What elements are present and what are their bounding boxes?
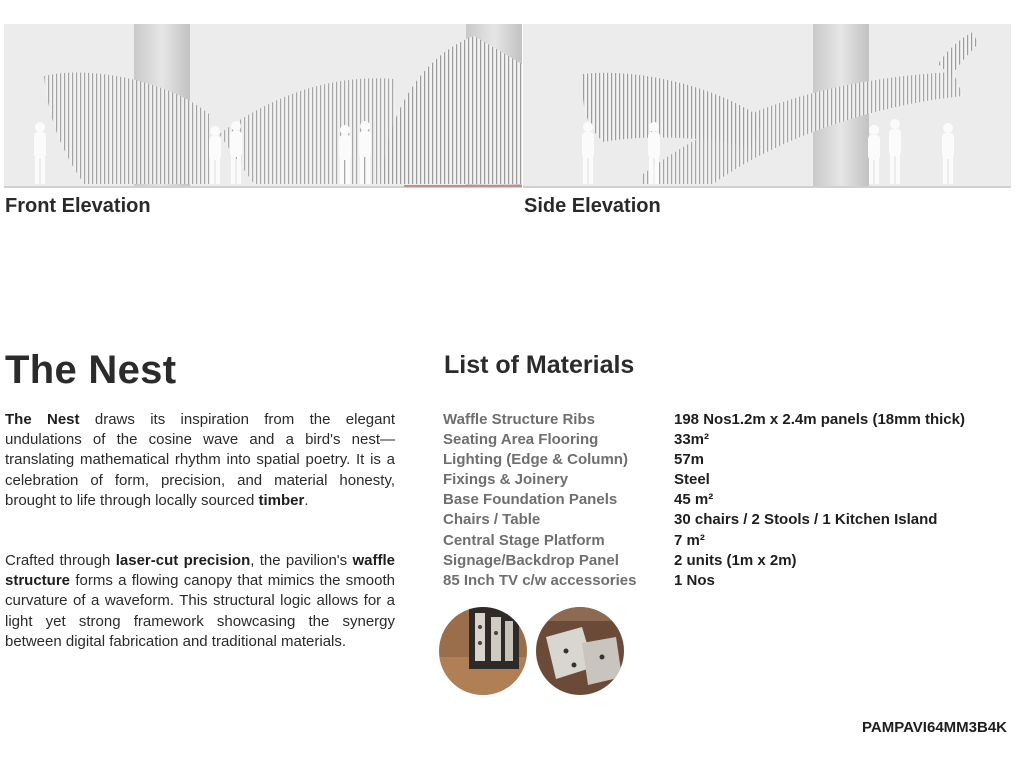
rib-fixing-detail-image — [536, 607, 624, 695]
material-value: Steel — [674, 471, 710, 489]
side-elevation-caption: Side Elevation — [524, 195, 661, 217]
description-text: , the pavilion's — [250, 552, 353, 569]
materials-row — [443, 470, 965, 490]
material-item: Chairs / Table — [443, 511, 541, 529]
front-elevation-image — [4, 24, 522, 188]
timber-joint-detail-image — [439, 607, 527, 695]
materials-row — [443, 531, 965, 551]
material-value: 45 m² — [674, 491, 714, 509]
materials-row — [443, 551, 965, 571]
material-item: Fixings & Joinery — [443, 471, 569, 489]
description-text: . — [304, 491, 309, 509]
materials-row — [443, 410, 965, 430]
description-text: Crafted through — [5, 552, 116, 569]
project-title: The Nest — [5, 348, 177, 392]
material-item: Waffle Structure Ribs — [443, 411, 595, 428]
material-item: Central Stage Platform — [443, 531, 605, 549]
timber-bold: timber — [258, 491, 305, 509]
materials-row — [443, 430, 965, 450]
front-elevation-caption: Front Elevation — [5, 195, 151, 217]
material-value: 1 Nos — [674, 571, 715, 589]
description-text: forms a flowing canopy that mimics the smooth curvature of a waveform. This structural logic allows for a light yet strong framework showcasing the synergy between digital fabrication and traditional materials. — [5, 572, 395, 650]
laser-cut-bold: laser-cut precision — [115, 552, 251, 569]
materials-title: List of Materials — [444, 351, 635, 379]
project-name-bold: The Nest — [5, 411, 80, 428]
material-item: Signage/Backdrop Panel — [443, 551, 619, 569]
material-item: 85 Inch TV c/w accessories — [443, 571, 637, 589]
material-value: 57m — [674, 451, 705, 469]
material-value: 30 chairs / 2 Stools / 1 Kitchen Island — [674, 511, 938, 529]
material-item: Seating Area Flooring — [443, 431, 599, 449]
materials-table — [443, 410, 965, 591]
description-paragraph-1 — [5, 410, 395, 511]
material-value: 7 m² — [674, 531, 705, 549]
material-value: 33m² — [674, 431, 710, 449]
materials-row — [443, 510, 965, 530]
description-text: draws its inspiration from the elegant undulations of the cosine wave and a bird's nest—translating mathematical rhythm into spatial poetry. It is a celebration of form, precision, and material honesty, brought to life through locally sourced — [5, 411, 396, 509]
material-item: Lighting (Edge & Column) — [443, 451, 628, 469]
material-item: Base Foundation Panels — [443, 491, 618, 509]
project-code: PAMPAVI64MM3B4K — [861, 719, 1007, 736]
side-elevation-image — [523, 24, 1011, 188]
material-value: 198 Nos1.2m x 2.4m panels (18mm thick) — [674, 411, 965, 428]
waffle-structure-bold: waffle structure — [5, 552, 395, 590]
description-paragraph-2 — [5, 551, 395, 652]
materials-row — [443, 490, 965, 510]
materials-row — [443, 450, 965, 470]
materials-row — [443, 571, 965, 591]
material-value: 2 units (1m x 2m) — [674, 551, 797, 569]
